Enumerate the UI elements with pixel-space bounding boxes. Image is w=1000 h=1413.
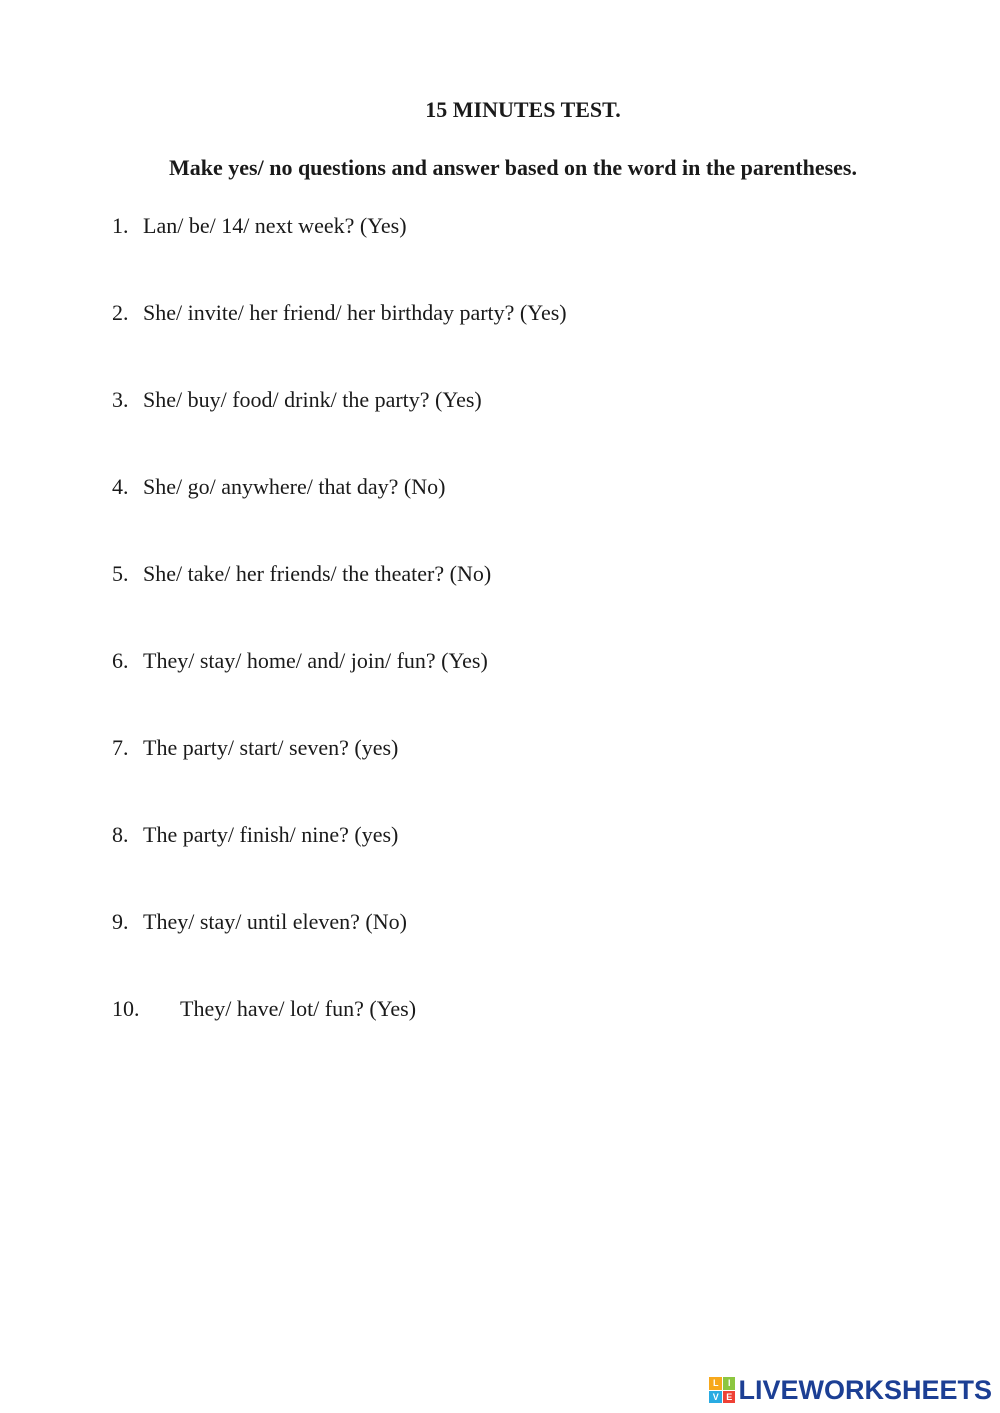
question-item: [112, 993, 567, 1080]
liveworksheets-logo-icon: [709, 1377, 735, 1403]
question-text: They/ stay/ until eleven? (No): [143, 909, 407, 934]
question-text: They/ stay/ home/ and/ join/ fun? (Yes): [143, 648, 488, 673]
question-text: The party/ start/ seven? (yes): [143, 735, 399, 760]
question-item: [112, 732, 567, 819]
question-text: She/ take/ her friends/ the theater? (No): [143, 561, 492, 586]
question-text: She/ invite/ her friend/ her birthday party? (Yes): [143, 300, 567, 325]
page-title: 15 MINUTES TEST.: [425, 97, 621, 122]
question-list: [112, 210, 567, 1080]
question-item: [112, 210, 567, 297]
question-item: [112, 645, 567, 732]
question-number: 7.: [112, 735, 129, 760]
question-number: 3.: [112, 387, 129, 412]
question-text: They/ have/ lot/ fun? (Yes): [180, 996, 417, 1021]
question-item: [112, 906, 567, 993]
question-number: 9.: [112, 909, 129, 934]
logo-tile: L: [709, 1377, 722, 1390]
logo-tile: E: [723, 1391, 736, 1404]
question-number: 2.: [112, 300, 129, 325]
question-item: [112, 384, 567, 471]
question-number: 8.: [112, 822, 129, 847]
question-number: 5.: [112, 561, 129, 586]
question-item: [112, 297, 567, 384]
question-number: 4.: [112, 474, 129, 499]
question-item: [112, 471, 567, 558]
question-number: 10.: [112, 996, 140, 1021]
question-number: 6.: [112, 648, 129, 673]
question-text: The party/ finish/ nine? (yes): [143, 822, 399, 847]
question-number: 1.: [112, 213, 129, 238]
watermark-text: LIVEWORKSHEETS: [738, 1374, 992, 1405]
question-text: She/ buy/ food/ drink/ the party? (Yes): [143, 387, 482, 412]
liveworksheets-watermark: [709, 1375, 992, 1405]
question-item: [112, 558, 567, 645]
question-item: [112, 819, 567, 906]
question-text: She/ go/ anywhere/ that day? (No): [143, 474, 446, 499]
question-text: Lan/ be/ 14/ next week? (Yes): [143, 213, 407, 238]
logo-tile: I: [723, 1377, 736, 1390]
instruction-text: Make yes/ no questions and answer based on the word in the parentheses.: [169, 155, 857, 180]
logo-tile: V: [709, 1391, 722, 1404]
